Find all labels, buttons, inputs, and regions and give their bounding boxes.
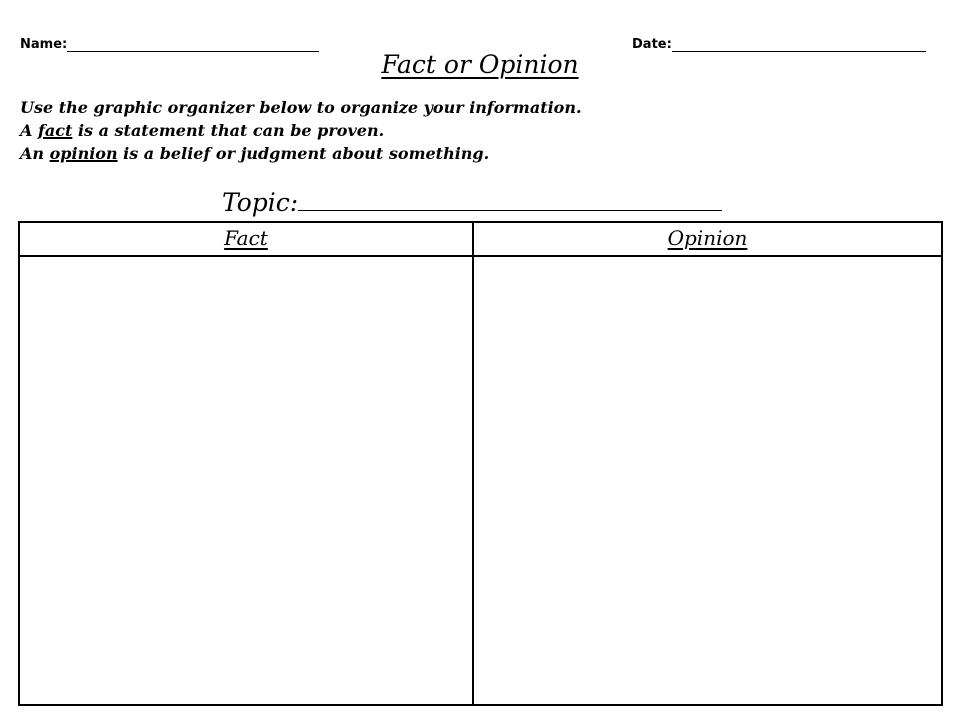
worksheet-title: Fact or Opinion [381, 50, 579, 79]
topic-blank-line[interactable] [298, 190, 722, 211]
fact-definition-text: is a statement that can be proven. [72, 121, 385, 140]
opinion-writing-area[interactable] [474, 257, 941, 704]
fact-column-header: Fact [224, 226, 268, 250]
topic-label: Topic: [222, 188, 299, 217]
topic-field [222, 188, 722, 217]
opinion-definition-text: is a belief or judgment about something. [117, 144, 490, 163]
fact-term: fact [37, 121, 73, 140]
opinion-definition-prefix: An [20, 144, 50, 163]
fact-definition [20, 120, 384, 142]
fact-writing-area[interactable] [20, 257, 472, 704]
fact-definition-prefix: A [20, 121, 38, 140]
name-label: Name: [20, 37, 68, 52]
date-label: Date: [632, 37, 672, 52]
fact-opinion-organizer-table [18, 221, 943, 706]
opinion-column-header: Opinion [667, 226, 748, 250]
instruction-line-1: Use the graphic organizer below to organize your information. [20, 98, 582, 117]
opinion-definition [20, 143, 489, 165]
opinion-term: opinion [49, 144, 118, 163]
